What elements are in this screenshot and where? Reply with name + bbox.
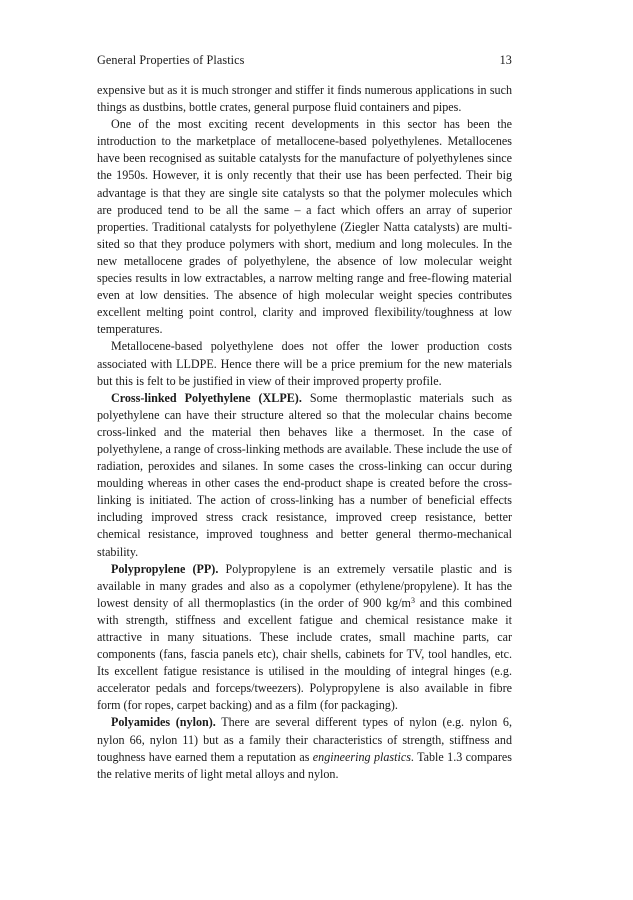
text-polypropylene-a: Polypropylene is an extremely versatile plastic and is available in many grades and also as a copolymer (ethylene/propylene). It has the lowest density of all thermoplastics (in the order of 900 kg/m xyxy=(97,561,512,610)
paragraph-xlpe xyxy=(97,390,512,561)
text-xlpe: Some thermoplastic materials such as polyethylene can have their structure altered so that the molecular chains become cross-linked and the material then behaves like a thermoset. In the case of polyethylene, a range of cross-linking methods are available. These include the use of radiation, peroxides and silanes. In some cases the cross-linking can occur during moulding whereas in other cases the end-product shape is created before the cross-linking is initiated. The action of cross-linking has a number of beneficial effects including improved stress crack resistance, improved creep resistance, better chemical resistance, improved toughness and better general thermo-mechanical stability. xyxy=(97,390,512,559)
paragraph-polypropylene xyxy=(97,561,512,715)
heading-xlpe: Cross-linked Polyethylene (XLPE). xyxy=(111,390,302,405)
paragraph-metallocene-cost: Metallocene-based polyethylene does not offer the lower production costs associated with LLDPE. Hence there will be a price premium for the new materials but this is felt to be justified in view of their improved property profile. xyxy=(97,339,512,388)
running-title: General Properties of Plastics xyxy=(97,53,245,67)
paragraph-hdpe-continuation: expensive but as it is much stronger and stiffer it finds numerous applications in such things as dustbins, bottle crates, general purpose fluid containers and pipes. xyxy=(97,83,512,115)
page-number: 13 xyxy=(499,53,512,67)
paragraph-polyamides xyxy=(97,714,512,782)
term-engineering-plastics: engineering plastics xyxy=(312,749,411,764)
paragraph-metallocene: One of the most exciting recent developments in this sector has been the introduction to the marketplace of metallocene-based polyethylenes. Metallocenes have been recognised as suitable catalysts for the manufacture of polyethylenes since the 1950s. However, it is only recently that their use has been perfected. Their big advantage is that they are single site catalysts so that the polymer molecules which are produced tend to be all the same – a fact which offers an array of superior properties. Traditional catalysts for polyethylene (Ziegler Natta catalysts) are multi-sited so that they produce polymers with short, medium and long molecules. In the new metallocene grades of polyethylene, the absence of low molecular weight species results in low extractables, a narrow melting range and free-flowing material even at low densities. The absence of high molecular weight species contributes excellent melting point control, clarity and improved flexibility/toughness at low temperatures. xyxy=(97,117,512,337)
heading-polyamides: Polyamides (nylon). xyxy=(111,715,216,730)
running-head xyxy=(97,52,512,68)
superscript-3: 3 xyxy=(410,595,415,605)
body-text xyxy=(97,82,512,783)
text-polyamides-b: . Table 1.3 compares the relative merits of light metal alloys and nylon. xyxy=(97,749,513,781)
text-polypropylene-b: and this combined with strength, stiffness and excellent fatigue and chemical resistance make it attractive in many situations. These include crates, small machine parts, car components (fans, fascia panels etc), chair shells, cabinets for TV, tool handles, etc. Its excellent fatigue resistance is utilised in the moulding of integral hinges (e.g. accelerator pedals and forceps/tweezers). Polypropylene is also available in fibre form (for ropes, carpet backing) and as a film (for packaging). xyxy=(97,595,512,713)
heading-polypropylene: Polypropylene (PP). xyxy=(111,561,219,576)
text-polyamides-a: There are several different types of nylon (e.g. nylon 6, nylon 66, nylon 11) but as a family their characteristics of strength, stiffness and toughness have earned them a reputation as xyxy=(97,715,512,764)
book-page xyxy=(97,52,512,783)
